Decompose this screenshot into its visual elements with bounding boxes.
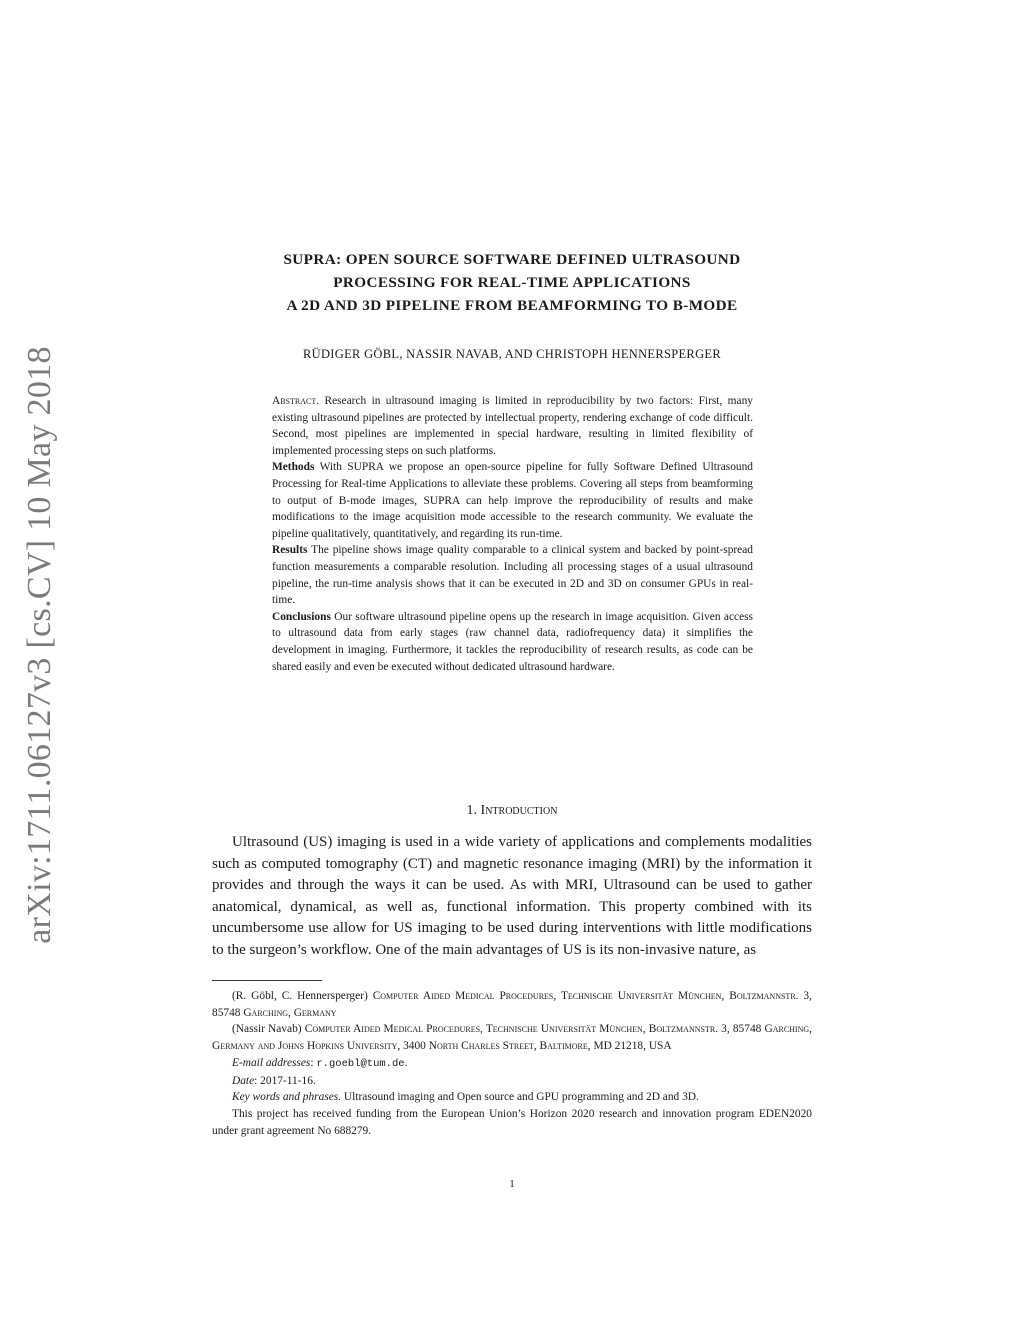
abstract-intro (272, 393, 753, 459)
title-line-1: SUPRA: OPEN SOURCE SOFTWARE DEFINED ULTRASOUND (283, 251, 741, 268)
author-list: RÜDIGER GÖBL, NASSIR NAVAB, AND CHRISTOPH HENNERSPERGER (303, 347, 721, 361)
footnote-funding: This project has received funding from the European Union’s Horizon 2020 research and innovation program EDEN2020 under grant agreement No 688279. (212, 1107, 812, 1137)
date-label: Date (232, 1074, 255, 1087)
abstract (272, 393, 753, 675)
email-address[interactable]: r.goebl@tum.de (316, 1057, 405, 1070)
title-line-2: PROCESSING FOR REAL-TIME APPLICATIONS (333, 274, 691, 291)
footnote-affiliation-2 (212, 1021, 812, 1054)
keywords-label: Key words and phrases. (232, 1091, 342, 1104)
arxiv-identifier-stamp (21, 345, 58, 945)
affiliation-1-names: (R. Göbl, C. Hennersperger) (232, 990, 368, 1002)
footnote-email: E-mail addresses: r.goebl@tum.de. (232, 1056, 408, 1070)
paper-title (190, 248, 834, 317)
date-value: 2017-11-16. (260, 1074, 316, 1087)
section-number: 1. (466, 803, 478, 818)
footnote-date: Date: 2017-11-16. (232, 1074, 316, 1087)
footnote-keywords (212, 1089, 812, 1106)
conclusions-text: Our software ultrasound pipeline opens up the research in image acquisition. Given access to ultrasound data from early stages (raw channel data, radiofrequency data) it simplifies the development in imaging. Furthermore, it tackles the reproducibility of research results, as code can be shared easily and even be executed without dedicated ultrasound hardware. (272, 610, 753, 673)
results-text: The pipeline shows image quality comparable to a clinical system and backed by point-spread function measurements a comparable resolution. Including all processing stages of a usual ultrasound pipeline, the run-time analysis shows that it can be executed in 2D and 3D on consumer GPUs in real-time. (272, 544, 753, 607)
section-heading-introduction (190, 803, 834, 819)
abstract-methods (272, 459, 753, 542)
abstract-text: Research in ultrasound imaging is limited in reproducibility by two factors: First, many existing ultrasound pipelines are protected by intellectual property, rendering exchange of code difficult. Second, most pipelines are implemented in special hardware, resulting in limited flexibility of implemented processing steps on such platforms. (272, 395, 753, 457)
section-title: Introduction (480, 803, 558, 818)
keywords-text: Ultrasound imaging and Open source and GPU programming and 2D and 3D. (343, 1091, 699, 1104)
abstract-label: Abstract. (272, 395, 320, 407)
footnote-affiliation-1 (212, 988, 812, 1021)
affiliation-2-address: Computer Aided Medical Procedures, Technische Universität München, Boltzmannstr. 3, 85748 Garching, Germany and Johns Hopkins University, 3400 North Charles Street, Baltimore, MD 21218, USA (212, 1023, 812, 1053)
affiliation-2-names: (Nassir Navab) (232, 1023, 302, 1036)
page-number: 1 (509, 1178, 515, 1190)
email-label: E-mail addresses (232, 1056, 311, 1069)
results-label: Results (272, 544, 308, 557)
methods-label: Methods (272, 461, 315, 474)
footnote-divider (212, 980, 322, 981)
affiliation-1-address: Computer Aided Medical Procedures, Technische Universität München, Boltzmannstr. 3, 85748 Garching, Germany (212, 990, 812, 1019)
footnotes (212, 988, 812, 1139)
introduction-paragraph: Ultrasound (US) imaging is used in a wide variety of applications and complements modalities such as computed tomography (CT) and magnetic resonance imaging (MRI) by the information it provides and through the ways it can be used. As with MRI, Ultrasound can be used to gather anatomical, dynamical, as well as, functional information. This property combined with its uncumbersome use allow for US imaging to be used during interventions with little modifications to the surgeon’s workflow. One of the main advantages of US is its non-invasive nature, as (212, 834, 812, 958)
abstract-results (272, 542, 753, 608)
abstract-conclusions (272, 609, 753, 675)
methods-text: With SUPRA we propose an open-source pipeline for fully Software Defined Ultrasound Processing for Real-time Applications to alleviate these problems. Covering all steps from beamforming to output of B-mode images, SUPRA can help improve the reproducibility of results and make modifications to the image acquisition mode accessible to the research community. We evaluate the pipeline qualitatively, quantitatively, and regarding its run-time. (272, 461, 753, 540)
title-line-3: A 2D AND 3D PIPELINE FROM BEAMFORMING TO B-MODE (286, 297, 738, 314)
conclusions-label: Conclusions (272, 610, 331, 623)
arxiv-identifier-text: arXiv:1711.06127v3 [cs.CV] 10 May 2018 (21, 346, 58, 944)
